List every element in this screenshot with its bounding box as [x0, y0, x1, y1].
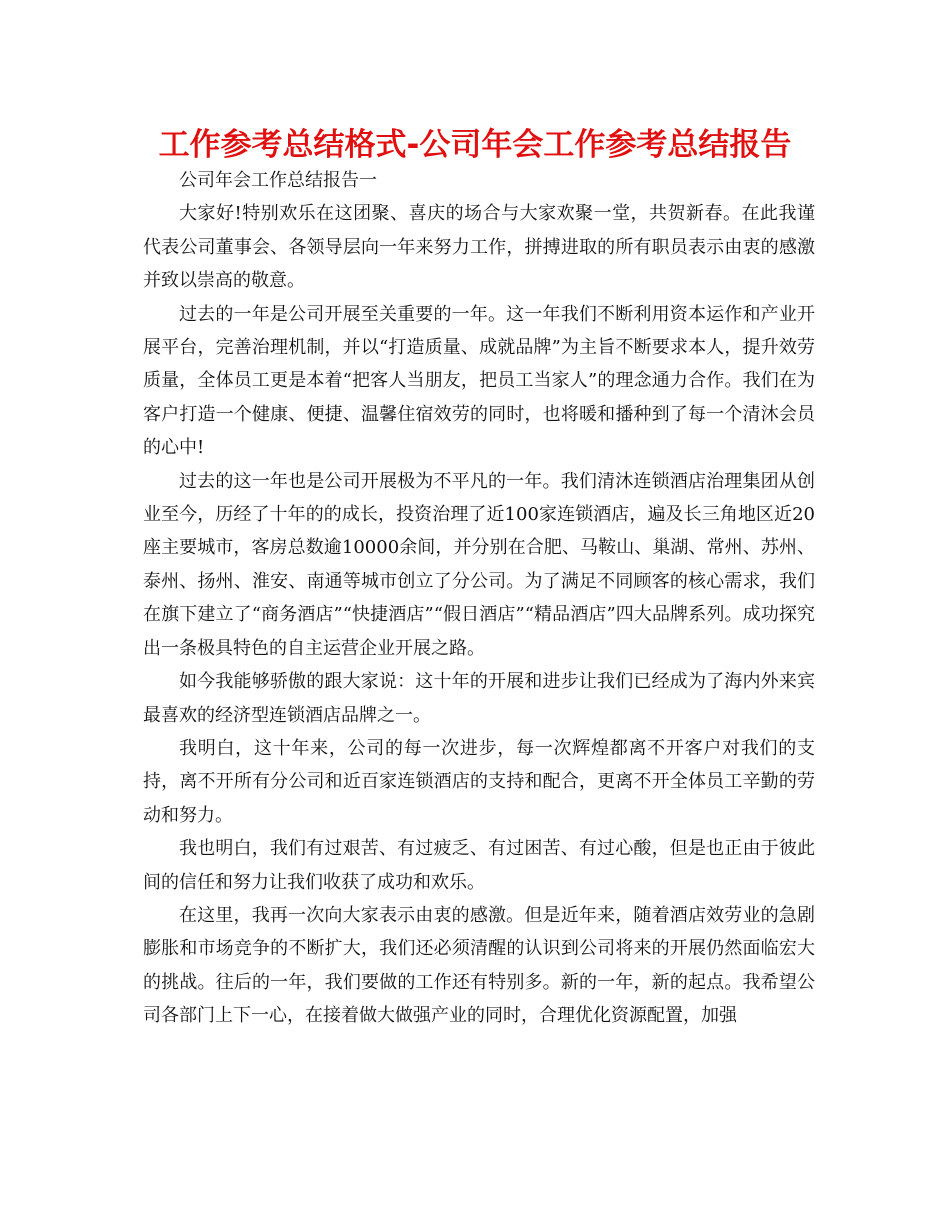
paragraph-extraordinary-year: 过去的这一年也是公司开展极为不平凡的一年。我们清沐连锁酒店治理集团从创业至今，历经了十年的的成长，投资治理了近100家连锁酒店，遍及长三角地区近20座主要城市，客房总数逾10000余间，并分别在合肥、马鞍山、巢湖、常州、苏州、泰州、扬州、淮安、南通等城市创立了分公司。为了满足不同顾客的核心需求，我们在旗下建立了“商务酒店”“快捷酒店”“假日酒店”“精品酒店”四大品牌系列。成功探究出一条极具特色的自主运营企业开展之路。	[143, 470, 815, 659]
report-subtitle: 公司年会工作总结报告一	[179, 170, 377, 191]
paragraph-thanks-outlook: 在这里，我再一次向大家表示由衷的感激。但是近年来，随着酒店效劳业的急剧膨胀和市场竞争的不断扩大，我们还必须清醒的认识到公司将来的开展仍然面临宏大的挑战。往后的一年，我们要做的工作还有特别多。新的一年，新的起点。我希望公司各部门上下一心，在接着做大做强产业的同时，合理优化资源配置，加强	[143, 904, 815, 1027]
paragraph-greeting: 大家好!特别欢乐在这团聚、喜庆的场合与大家欢聚一堂，共贺新春。在此我谨代表公司董事会、各领导层向一年来努力工作，拼搏进取的所有职员表示由衷的感激并致以崇高的敬意。	[143, 203, 815, 292]
document-title: 工作参考总结格式-公司年会工作参考总结报告	[158, 127, 792, 163]
paragraph-support: 我明白，这十年来，公司的每一次进步，每一次辉煌都离不开客户对我们的支持，离不开所有分公司和近百家连锁酒店的支持和配合，更离不开全体员工辛勤的劳动和努力。	[143, 737, 815, 826]
document-body	[143, 164, 815, 1033]
paragraph-pride: 如今我能够骄傲的跟大家说：这十年的开展和进步让我们已经成为了海内外来宾最喜欢的经济型连锁酒店品牌之一。	[143, 671, 815, 726]
paragraph-hardship: 我也明白，我们有过艰苦、有过疲乏、有过困苦、有过心酸，但是也正由于彼此间的信任和努力让我们收获了成功和欢乐。	[143, 838, 815, 893]
paragraph-past-year: 过去的一年是公司开展至关重要的一年。这一年我们不断利用资本运作和产业开展平台，完善治理机制，并以“打造质量、成就品牌”为主旨不断要求本人，提升效劳质量，全体员工更是本着“把客人当朋友，把员工当家人”的理念通力合作。我们在为客户打造一个健康、便捷、温馨住宿效劳的同时，也将暖和播种到了每一个清沐会员的心中!	[143, 303, 815, 459]
